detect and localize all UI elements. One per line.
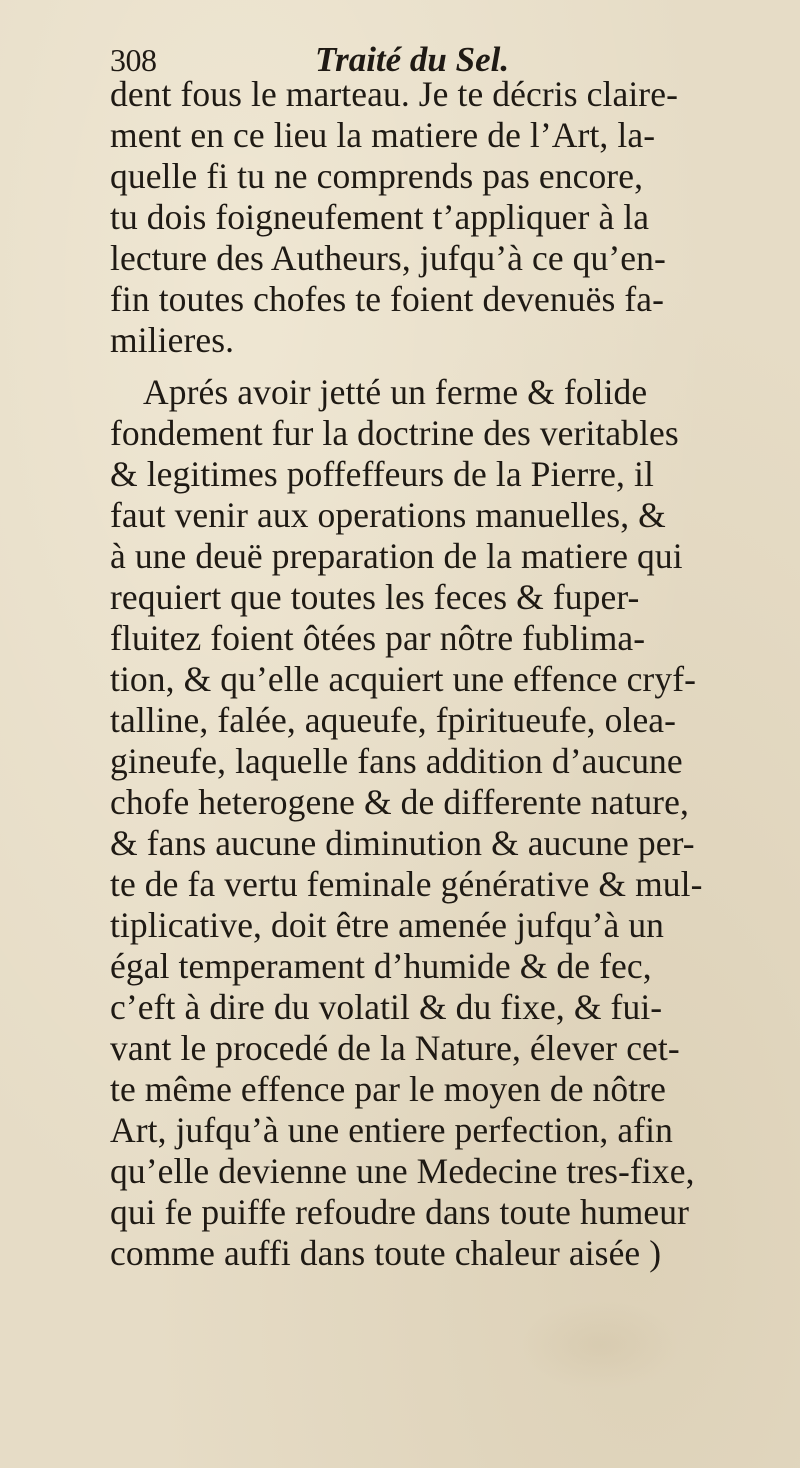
text-line: chofe heterogene & de differente nature,: [110, 782, 689, 822]
text-line: quelle fi tu ne comprends pas encore,: [110, 156, 644, 196]
text-line: gineufe, laquelle fans addition d’aucune: [110, 741, 683, 781]
text-line: tion, & qu’elle acquiert une effence cryf-: [110, 659, 697, 699]
text-line: te même effence par le moyen de nôtre: [110, 1069, 666, 1109]
text-line: te de fa vertu feminale générative & mul-: [110, 864, 703, 904]
text-line: égal temperament d’humide & de fec,: [110, 946, 652, 986]
text-line: c’eft à dire du volatil & du fixe, & fui-: [110, 987, 663, 1027]
text-line: fin toutes chofes te foient devenuës fa-: [110, 279, 665, 319]
text-line: qu’elle devienne une Medecine tres-fixe,: [110, 1151, 695, 1191]
text-line: vant le procedé de la Nature, élever cet-: [110, 1028, 680, 1068]
text-line: fluitez foient ôtées par nôtre fublima-: [110, 618, 646, 658]
text-line: milieres.: [110, 320, 235, 360]
text-line: dent fous le marteau. Je te décris claire-: [110, 74, 678, 114]
text-line: & legitimes poffeffeurs de la Pierre, il: [110, 454, 654, 494]
paragraph-gap: [110, 361, 800, 372]
text-line: ment en ce lieu la matiere de l’Art, la-: [110, 115, 656, 155]
page-number: 308: [110, 42, 157, 78]
text-line: talline, falée, aqueufe, fpiritueufe, olea-: [110, 700, 677, 740]
text-line: comme auffi dans toute chaleur aisée ): [110, 1233, 662, 1273]
text-line: fondement fur la doctrine des veritables: [110, 413, 679, 453]
body-text: [110, 74, 800, 1274]
paper-stain: [520, 1300, 680, 1390]
text-line: tu dois foigneufement t’appliquer à la: [110, 197, 650, 237]
running-head: Traité du Sel.: [315, 40, 510, 79]
text-line: Art, jufqu’à une entiere perfection, afin: [110, 1110, 673, 1150]
text-line: à une deuë preparation de la matiere qui: [110, 536, 683, 576]
paragraph-2: [110, 372, 800, 1274]
text-line: Aprés avoir jetté un ferme & folide: [143, 372, 648, 412]
text-line: requiert que toutes les feces & fuper-: [110, 577, 640, 617]
text-line: & fans aucune diminution & aucune per-: [110, 823, 695, 863]
text-line: faut venir aux operations manuelles, &: [110, 495, 666, 535]
text-line: tiplicative, doit être amenée jufqu’à un: [110, 905, 665, 945]
text-line: lecture des Autheurs, jufqu’à ce qu’en-: [110, 238, 666, 278]
paragraph-1: [110, 74, 800, 361]
text-line: qui fe puiffe refoudre dans toute humeur: [110, 1192, 690, 1232]
